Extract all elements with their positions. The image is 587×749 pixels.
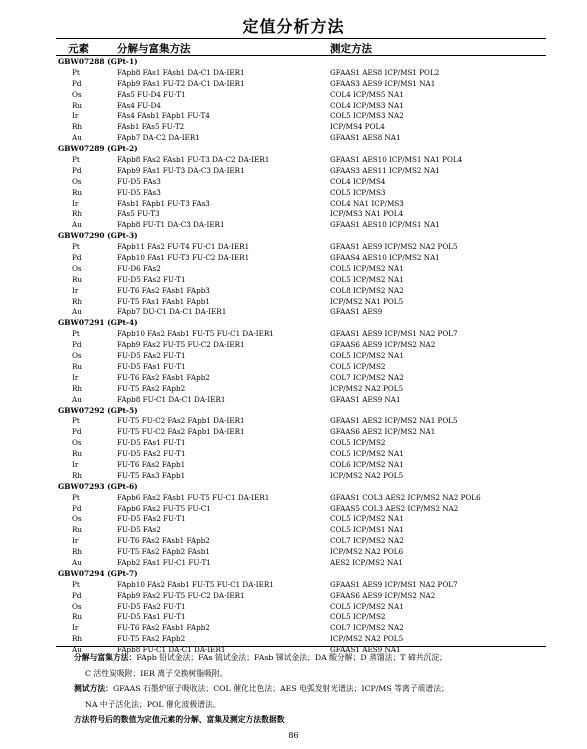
method-cell: FU-T5 FAs2 FApb2 bbox=[117, 383, 186, 393]
method-cell: FApb8 FAs2 FAsb1 FU-T3 DA-C2 DA-IER1 bbox=[117, 155, 270, 165]
table-row bbox=[56, 634, 546, 645]
determination-cell: COL5 ICP/MS2 NA1 bbox=[330, 274, 404, 284]
method-cell: FU-T6 FAs2 FAsb1 FApb2 bbox=[117, 536, 210, 546]
element-cell: Ir bbox=[72, 623, 79, 633]
table-row bbox=[56, 493, 546, 504]
table-row bbox=[56, 122, 546, 133]
method-cell: FAs4 FAsb1 FApb1 FU-T4 bbox=[117, 111, 210, 121]
determination-cell: COL8 ICP/MS2 NA2 bbox=[330, 285, 404, 295]
footnotes bbox=[74, 650, 554, 728]
table-row bbox=[56, 177, 546, 188]
determination-cell: GFAAS3 AES11 ICP/MS2 NA1 bbox=[330, 165, 440, 175]
determination-cell: GFAAS1 AES8 ICP/MS1 POL2 bbox=[330, 67, 440, 77]
table-row bbox=[56, 307, 546, 318]
header-element: 元素 bbox=[68, 43, 89, 55]
note-decomp bbox=[74, 650, 554, 666]
determination-cell: COL5 ICP/MS2 bbox=[330, 361, 386, 371]
element-cell: Ir bbox=[72, 111, 79, 121]
determination-cell: ICP/MS2 NA2 POL6 bbox=[330, 547, 404, 557]
method-cell: FU-D5 FAs2 FU-T1 bbox=[117, 601, 186, 611]
table-row bbox=[56, 395, 546, 406]
element-cell: Ru bbox=[72, 187, 83, 197]
method-cell: FApb9 FAs2 FU-T5 FU-C2 DA-IER1 bbox=[117, 590, 245, 600]
method-cell: FApb11 FAs2 FU-T4 FU-C1 DA-IER1 bbox=[117, 242, 250, 252]
determination-cell: COL5 ICP/MS2 bbox=[330, 438, 386, 448]
method-cell: FU-T5 FU-C2 FAs2 FApb1 DA-IER1 bbox=[117, 416, 245, 426]
element-cell: Rh bbox=[72, 296, 83, 306]
table-row bbox=[56, 111, 546, 122]
element-cell: Ru bbox=[72, 612, 83, 622]
element-cell: Au bbox=[72, 394, 82, 404]
table-row bbox=[56, 373, 546, 384]
method-cell: FApb9 FAs1 FU-T2 DA-C1 DA-IER1 bbox=[117, 78, 245, 88]
table-row bbox=[56, 449, 546, 460]
table-row bbox=[56, 612, 546, 623]
element-cell: Os bbox=[72, 351, 82, 361]
element-cell: Pd bbox=[72, 503, 82, 513]
element-cell: Pt bbox=[72, 67, 80, 77]
method-cell: FU-D5 FAs1 FU-T1 bbox=[117, 438, 186, 448]
element-cell: Ru bbox=[72, 525, 83, 535]
determination-cell: COL4 ICP/MS3 NA1 bbox=[330, 100, 404, 110]
method-cell: FApb9 FAs1 FU-T3 DA-C3 DA-IER1 bbox=[117, 165, 245, 175]
table-row bbox=[56, 525, 546, 536]
determination-cell: COL5 ICP/MS1 NA1 bbox=[330, 525, 404, 535]
method-cell: FU-T5 FAs1 FAsb1 FApb1 bbox=[117, 296, 210, 306]
table-row bbox=[56, 416, 546, 427]
group-name: GBW07288 (GPt-1) bbox=[58, 57, 138, 66]
determination-cell: GFAAS1 AES9 NA1 bbox=[330, 645, 401, 655]
determination-cell: COL5 ICP/MS2 NA1 bbox=[330, 263, 404, 273]
group-header bbox=[56, 406, 546, 417]
table-header-rule bbox=[56, 55, 546, 56]
element-cell: Pt bbox=[72, 579, 80, 589]
table-row bbox=[56, 199, 546, 210]
method-cell: FAs4 FU-D4 bbox=[117, 100, 161, 110]
group-header bbox=[56, 144, 546, 155]
determination-cell: GFAAS1 AES9 ICP/MS1 NA2 POL7 bbox=[330, 579, 458, 589]
table-row bbox=[56, 504, 546, 515]
table-row bbox=[56, 242, 546, 253]
element-cell: Pt bbox=[72, 416, 80, 426]
table-row bbox=[56, 209, 546, 220]
element-cell: Au bbox=[72, 133, 82, 143]
element-cell: Rh bbox=[72, 634, 83, 644]
element-cell: Au bbox=[72, 220, 82, 230]
element-cell: Pd bbox=[72, 165, 82, 175]
method-cell: FU-T6 FAs2 FApb1 bbox=[117, 459, 186, 469]
table-bottom-rule bbox=[56, 646, 546, 647]
determination-cell: GFAAS6 AES2 ICP/MS2 NA1 bbox=[330, 427, 436, 437]
method-cell: FAs5 FU-D4 FU-T1 bbox=[117, 89, 186, 99]
header-method: 分解与富集方法 bbox=[117, 43, 191, 55]
method-cell: FU-D5 FAs1 FU-T1 bbox=[117, 612, 186, 622]
group-name: GBW07294 (GPt-7) bbox=[58, 568, 138, 578]
method-cell: FU-T5 FAs2 FApb2 bbox=[117, 634, 186, 644]
method-cell: FApb10 FAs2 FAsb1 FU-T5 FU-C1 DA-IER1 bbox=[117, 579, 274, 589]
method-cell: FU-T6 FAs2 FAsb1 FApb2 bbox=[117, 623, 210, 633]
determination-cell: ICP/MS3 NA1 POL4 bbox=[330, 209, 404, 219]
method-cell: FU-D5 FAs2 FU-T1 bbox=[117, 351, 186, 361]
element-cell: Ru bbox=[72, 100, 83, 110]
table-row bbox=[56, 558, 546, 569]
group-header bbox=[56, 57, 546, 68]
determination-cell: ICP/MS2 NA2 POL5 bbox=[330, 383, 404, 393]
group-name: GBW07292 (GPt-5) bbox=[58, 405, 138, 415]
table-row bbox=[56, 438, 546, 449]
determination-cell: COL4 ICP/MS5 NA1 bbox=[330, 89, 404, 99]
note-decomp-cont: C 活性炭吸附；IER 离子交换树脂吸附。 bbox=[85, 668, 228, 678]
method-cell: FU-D5 FAs2 FU-T1 bbox=[117, 449, 186, 459]
determination-cell: COL5 ICP/MS2 NA1 bbox=[330, 601, 404, 611]
determination-cell: COL7 ICP/MS2 NA2 bbox=[330, 372, 404, 382]
table-row bbox=[56, 188, 546, 199]
group-name: GBW07290 (GPt-3) bbox=[58, 231, 138, 241]
determination-cell: GFAAS1 AES9 NA1 bbox=[330, 394, 401, 404]
group-name: GBW07293 (GPt-6) bbox=[58, 481, 138, 491]
determination-cell: ICP/MS2 NA2 POL5 bbox=[330, 634, 404, 644]
element-cell: Ir bbox=[72, 285, 79, 295]
method-cell: FApb8 FU-C1 DA-C1 DA-IER1 bbox=[117, 394, 226, 404]
determination-cell: COL4 ICP/MS4 bbox=[330, 176, 386, 186]
determination-cell: GFAAS1 AES10 ICP/MS1 NA1 POL4 bbox=[330, 155, 463, 165]
method-cell: FApb6 FAs2 FU-T5 FU-C1 bbox=[117, 503, 211, 513]
determination-cell: GFAAS1 AES9 ICP/MS1 NA2 POL7 bbox=[330, 329, 458, 339]
method-cell: FApb7 DU-C1 DA-C1 DA-IER1 bbox=[117, 307, 227, 317]
note-det bbox=[74, 681, 554, 697]
table-row bbox=[56, 591, 546, 602]
group-header bbox=[56, 318, 546, 329]
table-row bbox=[56, 623, 546, 634]
method-cell: FApb9 FAs2 FU-T5 FU-C2 DA-IER1 bbox=[117, 340, 245, 350]
method-cell: FApb10 FAs1 FU-T3 FU-C2 DA-IER1 bbox=[117, 253, 250, 263]
element-cell: Pd bbox=[72, 427, 82, 437]
determination-cell: GFAAS3 AES9 ICP/MS1 NA1 bbox=[330, 78, 436, 88]
table-row bbox=[56, 514, 546, 525]
table-row bbox=[56, 79, 546, 90]
method-cell: FU-D5 FAs1 FU-T1 bbox=[117, 361, 186, 371]
group-header bbox=[56, 569, 546, 580]
element-cell: Rh bbox=[72, 122, 83, 132]
method-cell: FU-D5 FAs2 FU-T1 bbox=[117, 274, 186, 284]
determination-cell: ICP/MS4 POL4 bbox=[330, 122, 385, 132]
method-cell: FU-T6 FAs2 FAsb1 FApb2 bbox=[117, 372, 210, 382]
method-cell: FAs5 FU-T3 bbox=[117, 209, 160, 219]
table-body bbox=[56, 57, 546, 656]
method-cell: FApb2 FAs1 FU-C1 FU-T1 bbox=[117, 557, 211, 567]
table-row bbox=[56, 460, 546, 471]
note-footer bbox=[74, 712, 554, 728]
method-cell: FApb8 FAs1 FAsb1 DA-C1 DA-IER1 bbox=[117, 67, 245, 77]
method-cell: FApb10 FAs2 FAsb1 FU-T5 FU-C1 DA-IER1 bbox=[117, 329, 274, 339]
element-cell: Os bbox=[72, 89, 82, 99]
table-row bbox=[56, 384, 546, 395]
determination-cell: ICP/MS2 NA2 POL5 bbox=[330, 470, 404, 480]
table-row bbox=[56, 133, 546, 144]
note-decomp-text: FApb 铅试金法；FAs 锍试金法；FAsb 锑试金法；DA 酸分解；D 蒸馏法；T 碲共沉淀； bbox=[136, 653, 447, 662]
determination-cell: ICP/MS2 NA1 POL5 bbox=[330, 296, 404, 306]
element-cell: Os bbox=[72, 514, 82, 524]
note-det-cont: NA 中子活化法；POL 催化波极谱法。 bbox=[85, 699, 221, 709]
group-header bbox=[56, 482, 546, 493]
determination-cell: COL5 ICP/MS2 NA1 bbox=[330, 514, 404, 524]
element-cell: Pt bbox=[72, 492, 80, 502]
note-footer-text: 方法符号后的数值为定值元素的分解、富集及测定方法数据数 bbox=[74, 715, 285, 724]
element-cell: Rh bbox=[72, 470, 83, 480]
determination-cell: COL5 ICP/MS2 NA1 bbox=[330, 449, 404, 459]
element-cell: Os bbox=[72, 438, 82, 448]
table-row bbox=[56, 536, 546, 547]
table-top-rule bbox=[56, 38, 546, 39]
determination-cell: COL7 ICP/MS2 NA2 bbox=[330, 623, 404, 633]
determination-cell: COL5 ICP/MS2 bbox=[330, 612, 386, 622]
method-cell: FU-D5 FAs2 FU-T1 bbox=[117, 514, 186, 524]
table-row bbox=[56, 297, 546, 308]
determination-cell: AES2 ICP/MS2 NA1 bbox=[330, 557, 404, 567]
element-cell: Pt bbox=[72, 242, 80, 252]
element-cell: Os bbox=[72, 176, 82, 186]
element-cell: Os bbox=[72, 263, 82, 273]
table-row bbox=[56, 427, 546, 438]
table-row bbox=[56, 264, 546, 275]
determination-cell: GFAAS6 AES9 ICP/MS2 NA2 bbox=[330, 590, 436, 600]
method-cell: FU-D5 FAs3 bbox=[117, 176, 161, 186]
page-title: 定值分析方法 bbox=[242, 17, 345, 36]
element-cell: Pd bbox=[72, 590, 82, 600]
element-cell: Ir bbox=[72, 372, 79, 382]
table-row bbox=[56, 547, 546, 558]
method-cell: FU-T5 FAs2 FApb2 FAsb1 bbox=[117, 547, 210, 557]
page-number: 86 bbox=[288, 731, 299, 740]
element-cell: Ir bbox=[72, 536, 79, 546]
element-cell: Os bbox=[72, 601, 82, 611]
method-cell: FU-D5 FAs3 bbox=[117, 187, 161, 197]
element-cell: Pd bbox=[72, 340, 82, 350]
method-cell: FApb8 FU-T1 DA-C3 DA-IER1 bbox=[117, 220, 225, 230]
element-cell: Au bbox=[72, 557, 82, 567]
group-name: GBW07291 (GPt-4) bbox=[58, 318, 138, 328]
determination-cell: COL4 NA1 ICP/MS3 bbox=[330, 198, 404, 208]
determination-cell: GFAAS1 AES9 ICP/MS2 NA2 POL5 bbox=[330, 242, 458, 252]
determination-cell: GFAAS1 AES8 NA1 bbox=[330, 133, 401, 143]
element-cell: Ru bbox=[72, 274, 83, 284]
table-row bbox=[56, 155, 546, 166]
method-cell: FU-T5 FU-C2 FAs2 FApb1 DA-IER1 bbox=[117, 427, 245, 437]
determination-cell: GFAAS1 AES10 ICP/MS1 NA1 bbox=[330, 220, 440, 230]
determination-cell: COL5 ICP/MS3 NA2 bbox=[330, 111, 404, 121]
element-cell: Ru bbox=[72, 449, 83, 459]
header-determination: 测定方法 bbox=[330, 43, 372, 55]
table-row bbox=[56, 329, 546, 340]
determination-cell: COL6 ICP/MS2 NA1 bbox=[330, 459, 404, 469]
table-row bbox=[56, 471, 546, 482]
table-row bbox=[56, 90, 546, 101]
note-det-label: 测试方法： bbox=[74, 684, 113, 693]
table-row bbox=[56, 166, 546, 177]
note-det-text: GFAAS 石墨炉原子吸收法；COL 催化比色法；AES 电弧发射光谱法；ICP/MS 等离子质谱法； bbox=[112, 684, 449, 693]
note-decomp-label: 分解与富集方法： bbox=[74, 653, 137, 662]
method-cell: FU-D5 FAs2 bbox=[117, 525, 161, 535]
method-cell: FApb6 FAs2 FAsb1 FU-T5 FU-C1 DA-IER1 bbox=[117, 492, 270, 502]
element-cell: Rh bbox=[72, 547, 83, 557]
group-name: GBW07289 (GPt-2) bbox=[58, 144, 138, 154]
element-cell: Rh bbox=[72, 383, 83, 393]
table-row bbox=[56, 68, 546, 79]
group-header bbox=[56, 231, 546, 242]
element-cell: Pt bbox=[72, 329, 80, 339]
method-cell: FApb7 DA-C2 DA-IER1 bbox=[117, 133, 200, 143]
determination-cell: GFAAS6 AES9 ICP/MS2 NA2 bbox=[330, 340, 436, 350]
table-row bbox=[56, 220, 546, 231]
element-cell: Ir bbox=[72, 459, 79, 469]
determination-cell: GFAAS1 AES9 bbox=[330, 307, 383, 317]
determination-cell: GFAAS5 COL3 AES2 ICP/MS2 NA2 bbox=[330, 503, 459, 513]
table-row bbox=[56, 602, 546, 613]
element-cell: Au bbox=[72, 307, 82, 317]
method-cell: FApb8 FU-C1 DA-C1 DA-IER1 bbox=[117, 645, 226, 655]
method-cell: FU-T5 FAs3 FApb1 bbox=[117, 470, 186, 480]
table-row bbox=[56, 101, 546, 112]
determination-cell: COL5 ICP/MS3 bbox=[330, 187, 386, 197]
method-cell: FU-T6 FAs2 FAsb1 FApb3 bbox=[117, 285, 210, 295]
method-cell: FU-D6 FAs2 bbox=[117, 263, 161, 273]
method-cell: FAsb1 FAs5 FU-T2 bbox=[117, 122, 185, 132]
table-row bbox=[56, 362, 546, 373]
element-cell: Pd bbox=[72, 78, 82, 88]
element-cell: Pd bbox=[72, 253, 82, 263]
table-row bbox=[56, 351, 546, 362]
method-cell: FAsb1 FApb1 FU-T3 FAs3 bbox=[117, 198, 210, 208]
element-cell: Au bbox=[72, 645, 82, 655]
determination-cell: GFAAS4 AES10 ICP/MS2 NA1 bbox=[330, 253, 440, 263]
table-row bbox=[56, 340, 546, 351]
element-cell: Ru bbox=[72, 361, 83, 371]
table-row bbox=[56, 286, 546, 297]
determination-cell: COL7 ICP/MS2 NA2 bbox=[330, 536, 404, 546]
element-cell: Pt bbox=[72, 155, 80, 165]
determination-cell: GFAAS1 AES2 ICP/MS2 NA1 POL5 bbox=[330, 416, 458, 426]
table-row bbox=[56, 580, 546, 591]
table-row bbox=[56, 253, 546, 264]
determination-cell: COL5 ICP/MS2 NA1 bbox=[330, 351, 404, 361]
table-row bbox=[56, 275, 546, 286]
element-cell: Rh bbox=[72, 209, 83, 219]
determination-cell: GFAAS1 COL3 AES2 ICP/MS2 NA2 POL6 bbox=[330, 492, 481, 502]
element-cell: Ir bbox=[72, 198, 79, 208]
